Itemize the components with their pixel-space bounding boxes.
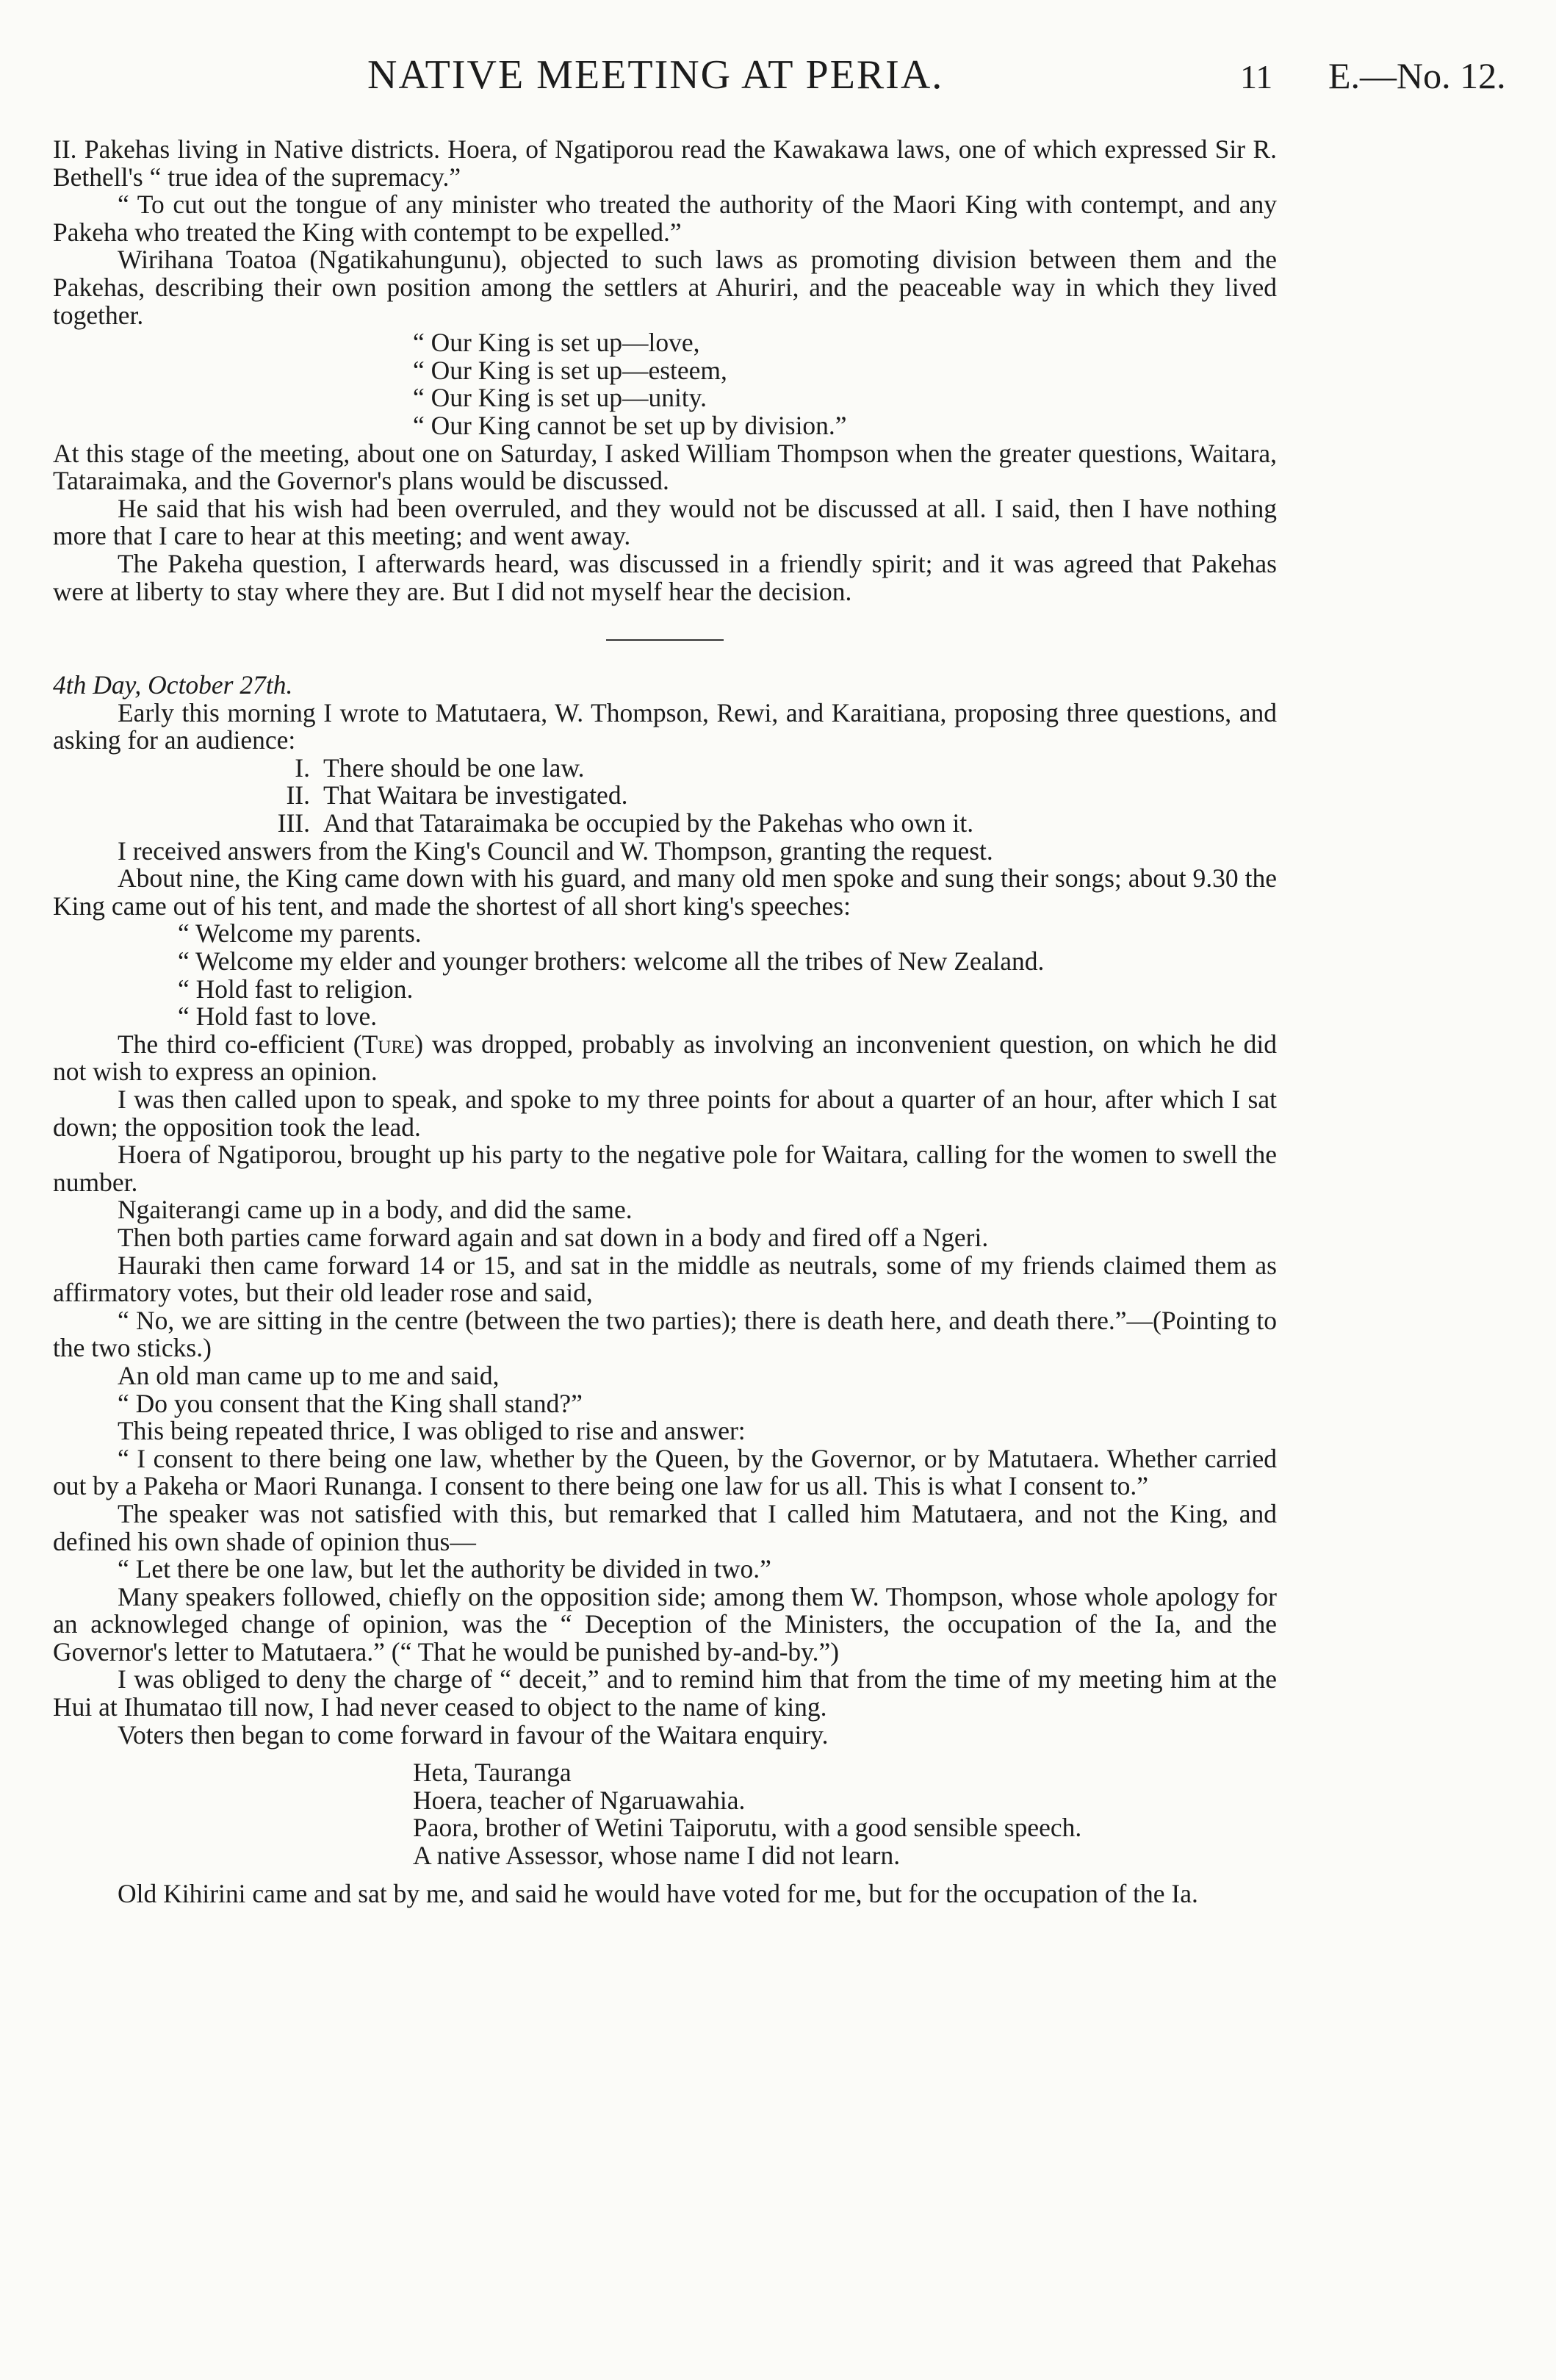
page-number: 11 <box>1240 58 1273 96</box>
question-list <box>244 752 1277 838</box>
paragraph: Then both parties came forward again and sat down in a body and fired off a Ngeri. <box>118 1222 989 1252</box>
list-number: II. <box>286 780 310 810</box>
paragraph: I was then called upon to speak, and spoke to my three points for about a quarter of an hour, after which I sat down; the opposition took the lead. <box>53 1085 1277 1142</box>
voter-entry: Hoera, teacher of Ngaruawahia. <box>413 1785 746 1815</box>
body-text <box>53 136 1277 1908</box>
list-text: There should be one law. <box>323 752 585 783</box>
paragraph: I received answers from the King's Council and W. Thompson, granting the request. <box>118 835 993 866</box>
list-text: That Waitara be investigated. <box>323 780 628 810</box>
verse-line: “ Our King cannot be set up by division.” <box>413 410 847 440</box>
text-run: ) was dropped, probably as involving an inconvenient question, on which he did not wish to express an opinion. <box>53 1029 1277 1087</box>
ture-term: Ture <box>361 1029 415 1059</box>
speech-block <box>178 920 1277 1030</box>
verse-line: “ Our King is set up—unity. <box>413 383 707 413</box>
text-run: The third co-efficient ( <box>118 1029 362 1059</box>
paragraph: Early this morning I wrote to Matutaera, W. Thompson, Rewi, and Karaitiana, proposing three questions, and asking for an audience: <box>53 697 1277 755</box>
speech-line: “ Welcome my parents. <box>178 918 422 949</box>
paragraph: He said that his wish had been overruled, and they would not be discussed at all. I said, then I have nothing more that I care to hear at this meeting; and went away. <box>53 493 1277 551</box>
paragraph: Many speakers followed, chiefly on the opposition side; among them W. Thompson, whose whole apology for an acknowleged change of opinion, was the “ Deception of the Ministers, the occupation of the Ia, and the Governor's letter to Matutaera.” (“ That he would be punished by-and-by.”) <box>53 1581 1277 1667</box>
voter-entry: Paora, brother of Wetini Taiporutu, with a good sensible speech. <box>413 1813 1082 1843</box>
paragraph: About nine, the King came down with his guard, and many old men spoke and sung their songs; about 9.30 the King came out of his tent, and made the shortest of all short king's speeches: <box>53 863 1277 921</box>
paragraph: Voters then began to come forward in favour of the Waitara enquiry. <box>118 1719 829 1750</box>
paragraph: Hauraki then came forward 14 or 15, and sat in the middle as neutrals, some of my friends claimed them as affirmatory votes, but their old leader rose and said, <box>53 1250 1277 1308</box>
list-item <box>244 752 1277 783</box>
paragraph: “ No, we are sitting in the centre (between the two parties); there is death here, and death there.”—(Pointing to the two sticks.) <box>53 1305 1277 1363</box>
running-head <box>0 51 1556 110</box>
verse-line: “ Our King is set up—esteem, <box>413 355 727 385</box>
paragraph: An old man came up to me and said, <box>118 1360 500 1390</box>
paragraph: Wirihana Toatoa (Ngatikahungunu), objected to such laws as promoting division between them and the Pakehas, describing their own position among the settlers at Ahuriri, and the peaceable way in which they lived together. <box>53 245 1277 330</box>
paragraph <box>53 1031 1277 1086</box>
paragraph: At this stage of the meeting, about one on Saturday, I asked William Thompson when the greater questions, Waitara, Tataraimaka, and the Governor's plans would be discussed. <box>53 438 1277 496</box>
paragraph: “ I consent to there being one law, whether by the Queen, by the Governor, or by Matutaera. Whether carried out by a Pakeha or Maori Runanga. I consent to there being one law for us all. This is what I consent to.” <box>53 1443 1277 1501</box>
paragraph: This being repeated thrice, I was obliged to rise and answer: <box>118 1416 746 1446</box>
paragraph: I was obliged to deny the charge of “ deceit,” and to remind him that from the time of my meeting him at the Hui at Ihumatao till now, I had never ceased to object to the name of king. <box>53 1664 1277 1722</box>
paragraph: The Pakeha question, I afterwards heard, was discussed in a friendly spirit; and it was agreed that Pakehas were at liberty to stay where they are. But I did not myself hear the decision. <box>53 548 1277 606</box>
paragraph: Old Kihirini came and sat by me, and said he would have voted for me, but for the occupation of the Ia. <box>118 1878 1198 1908</box>
speech-line: “ Hold fast to love. <box>178 1002 378 1032</box>
paragraph: “ To cut out the tongue of any minister who treated the authority of the Maori King with contempt, and any Pakeha who treated the King with contempt to be expelled.” <box>53 190 1277 247</box>
paragraph: Hoera of Ngatiporou, brought up his party to the negative pole for Waitara, calling for the women to swell the number. <box>53 1140 1277 1197</box>
list-text: And that Tataraimaka be occupied by the Pakehas who own it. <box>323 808 974 838</box>
page-title: NATIVE MEETING AT PERIA. <box>367 52 944 98</box>
speech-line: “ Welcome my elder and younger brothers: welcome all the tribes of New Zealand. <box>178 946 1045 977</box>
speech-line: “ Hold fast to religion. <box>178 974 414 1004</box>
section-divider <box>606 639 724 641</box>
voter-entry: Heta, Tauranga <box>413 1758 572 1788</box>
paragraph: The speaker was not satisfied with this, but remarked that I called him Matutaera, and not the King, and defined his own shade of opinion thus— <box>53 1498 1277 1556</box>
list-number: III. <box>277 808 310 838</box>
paragraph: II. Pakehas living in Native districts. Hoera, of Ngatiporou read the Kawakawa laws, one of which expressed Sir R. Bethell's “ true idea of the supremacy.” <box>53 134 1277 192</box>
list-number: I. <box>295 752 310 783</box>
voter-entry: A native Assessor, whose name I did not learn. <box>413 1841 901 1871</box>
paragraph: “ Do you consent that the King shall stand?” <box>118 1388 583 1418</box>
paragraph: Ngaiterangi came up in a body, and did the same. <box>118 1195 633 1225</box>
verse-block <box>413 329 1277 439</box>
day-heading: 4th Day, October 27th. <box>53 670 293 700</box>
list-item <box>244 782 1277 810</box>
document-reference: E.—No. 12. <box>1328 55 1506 96</box>
paragraph: “ Let there be one law, but let the authority be divided in two.” <box>118 1554 771 1584</box>
verse-line: “ Our King is set up—love, <box>413 328 700 358</box>
list-item <box>244 810 1277 838</box>
voter-list <box>413 1759 1277 1869</box>
